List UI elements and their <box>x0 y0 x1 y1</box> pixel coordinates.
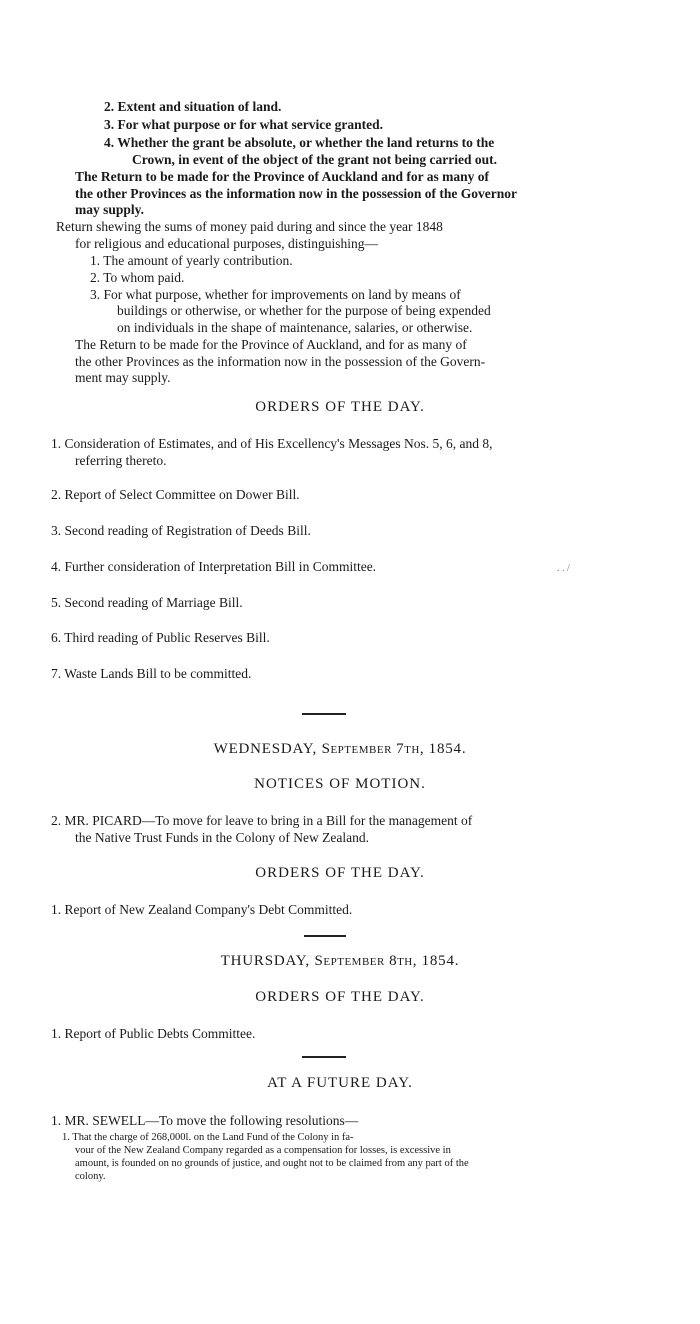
return-religious-cont: for religious and educational purposes, distinguishing— <box>75 236 378 251</box>
notices-of-motion-heading: NOTICES OF MOTION. <box>254 776 426 792</box>
return-note-2: The Return to be made for the Province of Auckland, and for as many of <box>75 337 467 352</box>
wednesday-orders-heading: ORDERS OF THE DAY. <box>255 865 425 881</box>
return-note-1-cont: the other Provinces as the information now in the possession of the Governor <box>75 186 517 201</box>
item-purpose: 3. For what purpose or for what service granted. <box>104 117 383 132</box>
dateline-year: 1854. <box>421 953 460 969</box>
orders-of-the-day-heading: ORDERS OF THE DAY. <box>255 399 425 415</box>
notice-picard: 2. MR. PICARD—To move for leave to bring in a Bill for the management of <box>51 813 473 828</box>
return-note-2-end: ment may supply. <box>75 370 171 385</box>
section-divider <box>302 1056 346 1058</box>
item-whether-absolute-cont: Crown, in event of the object of the grant not being carried out. <box>132 152 497 167</box>
return-item-what-purpose-cont: buildings or otherwise, or whether for the purpose of being expended <box>117 303 491 318</box>
resolution-text-cont: vour of the New Zealand Company regarded as a compensation for losses, is excessive in <box>75 1145 451 1156</box>
order-public-debts: 1. Report of Public Debts Committee. <box>51 1026 256 1041</box>
dateline-year: 1854. <box>428 741 467 757</box>
dateline-date: September 8th, <box>314 953 418 969</box>
wednesday-dateline <box>0 741 680 758</box>
return-item-whom: 2. To whom paid. <box>90 270 185 285</box>
order-waste-lands-bill: 7. Waste Lands Bill to be committed. <box>51 666 252 681</box>
order-estimates-cont: referring thereto. <box>75 453 167 468</box>
resolution-text: 1. That the charge of 268,000l. on the Land Fund of the Colony in fa- <box>62 1132 354 1143</box>
thursday-orders-heading: ORDERS OF THE DAY. <box>255 989 425 1005</box>
stray-mark: . . / <box>557 563 570 574</box>
order-marriage-bill: 5. Second reading of Marriage Bill. <box>51 595 243 610</box>
order-interpretation-bill: 4. Further consideration of Interpretation Bill in Committee. <box>51 559 377 574</box>
dateline-date: September 7th, <box>321 741 425 757</box>
return-item-what-purpose-end: on individuals in the shape of maintenance, salaries, or otherwise. <box>117 320 473 335</box>
return-item-amount: 1. The amount of yearly contribution. <box>90 253 293 268</box>
section-divider <box>304 935 346 937</box>
resolution-text-cont: amount, is founded on no grounds of justice, and ought not to be claimed from any part of the <box>75 1158 469 1169</box>
return-note-1-end: may supply. <box>75 202 145 217</box>
dateline-day: THURSDAY, <box>220 953 310 969</box>
resolution-text-end: colony. <box>75 1171 106 1182</box>
section-divider <box>302 713 346 715</box>
thursday-dateline <box>0 953 680 970</box>
motion-sewell: 1. MR. SEWELL—To move the following resolutions— <box>51 1113 359 1128</box>
future-day-heading: AT A FUTURE DAY. <box>267 1075 413 1091</box>
return-note-2-cont: the other Provinces as the information now in the possession of the Govern- <box>75 354 486 369</box>
notice-picard-cont: the Native Trust Funds in the Colony of New Zealand. <box>75 830 369 845</box>
dateline-day: WEDNESDAY, <box>213 741 318 757</box>
item-whether-absolute: 4. Whether the grant be absolute, or whether the land returns to the <box>104 135 495 150</box>
return-religious: Return shewing the sums of money paid during and since the year 1848 <box>56 219 443 234</box>
order-dower-bill: 2. Report of Select Committee on Dower Bill. <box>51 487 300 502</box>
order-estimates: 1. Consideration of Estimates, and of His Excellency's Messages Nos. 5, 6, and 8, <box>51 436 493 451</box>
order-deeds-bill: 3. Second reading of Registration of Deeds Bill. <box>51 523 311 538</box>
return-note-1: The Return to be made for the Province of Auckland and for as many of <box>75 169 490 184</box>
order-public-reserves-bill: 6. Third reading of Public Reserves Bill. <box>51 630 270 645</box>
order-nz-company-debt: 1. Report of New Zealand Company's Debt Committed. <box>51 902 353 917</box>
return-item-what-purpose: 3. For what purpose, whether for improvements on land by means of <box>90 287 461 302</box>
item-extent: 2. Extent and situation of land. <box>104 99 282 114</box>
